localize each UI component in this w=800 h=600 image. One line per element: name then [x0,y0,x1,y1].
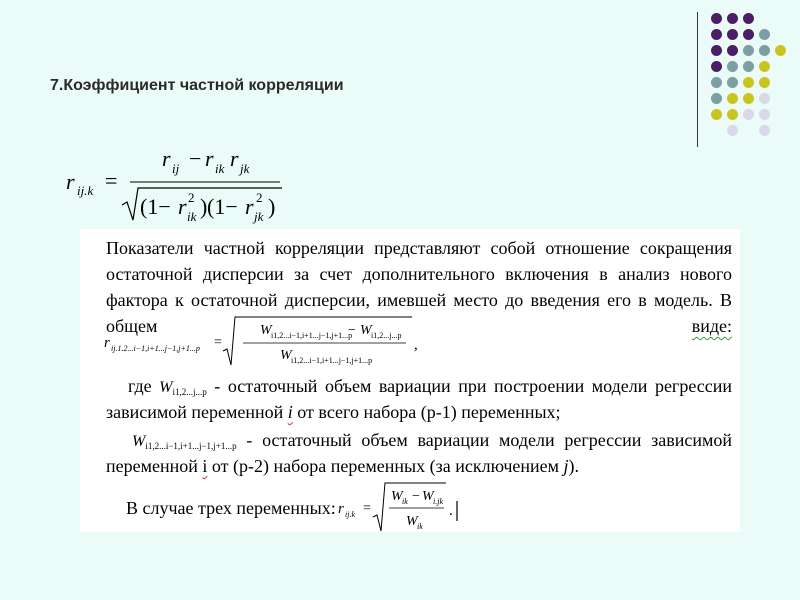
three-num-w2-sub: i.jk [433,497,443,506]
gen-den-w-sub: i1,2...i−1,i+1...j−1,j+1...p [291,356,373,365]
three-num-minus: − [412,489,420,504]
decorative-dot [711,13,722,24]
decorative-dot [727,93,738,104]
den-open2: (1− [207,194,238,219]
decorative-dot [711,61,722,72]
three-lhs: r [338,501,344,517]
decorative-dot [727,125,738,136]
w2-text: - остаточный объем вариации модели регрессии зависимой [246,430,732,450]
gen-num-w2-sub: i1,2...j...p [371,331,402,340]
where-text: - остаточный объем вариации при построении модели регрессии [214,376,732,396]
decorative-dot [759,93,770,104]
formula-lhs: r [66,169,75,194]
slide-title: 7.Коэффициент частной корреляции [50,77,344,94]
decorative-dot [775,45,786,56]
formula-lhs-sub: ij.k [77,183,94,198]
w2-line2-j: j [563,456,569,476]
gen-num-w2: W [360,323,372,338]
where-lead: где [128,376,152,396]
decorative-dot [711,109,722,120]
text-panel [80,229,740,532]
three-num-w1: W [391,489,403,504]
paragraph-where-line2 [106,399,732,425]
w2-line2-c: ). [568,456,580,476]
three-equals: = [363,501,371,516]
num-r2-sub: ik [215,161,225,176]
den-r1: r [178,194,187,219]
three-den-w-sub: ik [417,522,423,531]
num-r1-sub: ij [172,161,180,176]
decorative-dot [727,109,738,120]
general-formula [100,313,440,373]
num-minus: − [189,146,202,171]
decorative-dot [759,61,770,72]
w2-w-sub: i1,2...i−1,i+1...j−1,j+1...p [145,441,237,451]
w2-line2-b: от (p-2) набора переменных (за исключением [211,456,560,476]
paragraph-w2-line2 [106,453,732,479]
decorative-dot [711,93,722,104]
decorative-dot [711,45,722,56]
den-close1: ) [200,194,208,219]
gen-num-minus: − [348,323,356,338]
gen-lhs: r [104,335,110,351]
decorative-divider [697,12,698,147]
num-r1: r [162,146,171,171]
decorative-dot [759,29,770,40]
decorative-dot [743,77,754,88]
decorative-dot [743,61,754,72]
gen-num-w1-sub: i1,2...i−1,i+1...j−1,j+1...p [271,331,353,340]
definition-text: Показатели частной корреляции представляют собой отношение сокращения остаточной дисперсии за счет дополнительного включения в анализ нового фактора к остаточной дисперсии, имевшей место до введения его в модель. В общем [106,238,732,336]
decorative-dot [759,45,770,56]
decorative-dot [759,77,770,88]
decorative-dot [743,109,754,120]
definition-tail: виде: [691,316,732,336]
den-open1: (1− [140,194,171,219]
den-r2-sup: 2 [256,190,263,205]
w2-line2-i: i [202,456,208,476]
decorative-dot [743,93,754,104]
decorative-dot [727,13,738,24]
gen-comma: , [414,337,418,353]
paragraph-three-vars [126,495,336,521]
radical-sign [122,188,282,220]
decorative-dot [711,29,722,40]
den-r2-sub: jk [254,209,264,224]
num-r3-sub: jk [240,161,250,176]
formula-equals: = [105,168,118,193]
num-r3: r [230,146,239,171]
den-close2: ) [268,194,276,219]
where-line2-a: зависимой переменной [106,402,284,422]
decorative-dot [743,29,754,40]
decorative-dot [759,109,770,120]
three-num-w1-sub: ik [402,497,408,506]
decorative-dot [759,125,770,136]
decorative-dot [743,45,754,56]
den-r2: r [245,194,254,219]
gen-lhs-sub: ij.1.2...i−1,i+1...j−1,j+1...p [111,344,200,353]
three-num-w2: W [422,489,434,504]
three-den-w: W [406,514,418,529]
where-w-sub: i1,2...j...p [172,387,207,397]
decorative-dot [727,61,738,72]
three-lhs-sub: ij.k [345,510,355,519]
num-r2: r [205,146,214,171]
decorative-dot [727,45,738,56]
paragraph-w2 [132,427,732,456]
den-r1-sub: ik [187,209,197,224]
decorative-dot [727,29,738,40]
three-period: . [449,503,453,519]
three-vars-text: В случае трех переменных: [126,498,336,518]
w2-line2-a: переменной [106,456,198,476]
decorative-dot [743,13,754,24]
decorative-dot [727,77,738,88]
den-r1-sup: 2 [188,190,195,205]
decorative-dot [711,77,722,88]
w2-w: W [132,433,146,450]
where-line2-i: i [287,402,293,422]
paragraph-where [128,373,732,402]
gen-num-w1: W [260,323,272,338]
where-w: W [159,379,173,396]
where-line2-b: от всего набора (p-1) переменных; [297,402,561,422]
gen-equals: = [214,335,222,350]
three-var-formula [336,479,466,533]
gen-den-w: W [280,348,292,363]
